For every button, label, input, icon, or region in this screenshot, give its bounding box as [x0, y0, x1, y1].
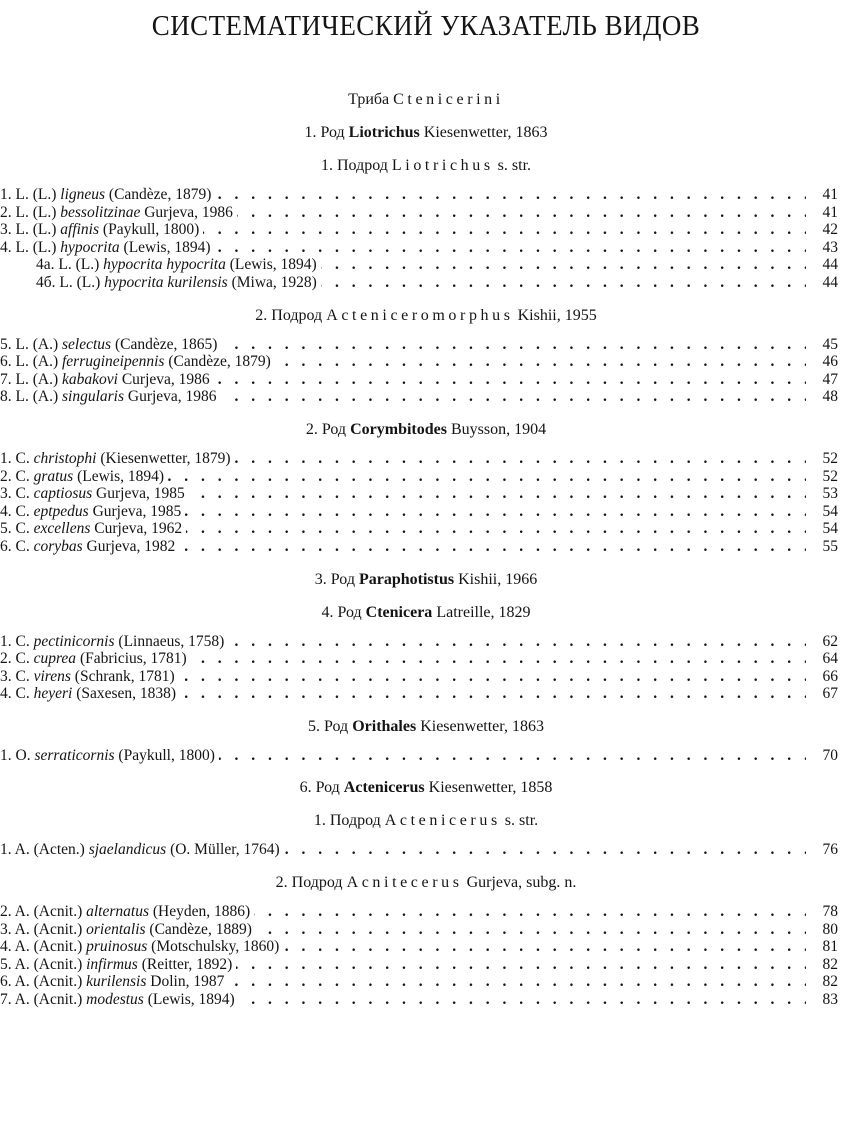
entry-fragment: (Lewis, 1894)	[119, 238, 211, 256]
index-entry	[0, 938, 852, 956]
heading-prefix: 1. Подрод	[313, 812, 385, 830]
entry-fragment: (Linnaeus, 1758)	[114, 632, 225, 650]
entry-fragment: L.	[15, 335, 33, 353]
species-name: ferrugineipennis	[62, 353, 165, 371]
heading-prefix: 1. Подрод	[320, 157, 392, 174]
entry-text	[0, 921, 806, 939]
index-entry	[0, 274, 852, 292]
page-number: 78	[822, 903, 838, 921]
entry-list	[0, 186, 852, 292]
page-number: 45	[822, 335, 838, 353]
species-name: christophi	[33, 449, 97, 467]
entry-text	[0, 485, 806, 503]
species-name: hypocrita	[60, 238, 120, 256]
entry-fragment: (Saxesen, 1838)	[72, 685, 177, 703]
entry-number: 2.	[0, 203, 16, 221]
entry-text	[0, 353, 806, 371]
entry-text	[0, 668, 806, 686]
entry-fragment: Curjeva, 1962	[90, 520, 183, 538]
entry-number: 3.	[0, 221, 16, 239]
species-name: orientalis	[86, 920, 146, 938]
entry-fragment: C.	[15, 632, 34, 650]
page-number: 67	[822, 685, 838, 703]
species-name: serraticornis	[34, 746, 115, 764]
entry-fragment: (Reitter, 1892)	[137, 955, 233, 973]
entry-fragment: (A.)	[32, 335, 62, 353]
entry-fragment: (L.)	[75, 256, 104, 274]
entry-fragment: C.	[15, 449, 34, 467]
entry-number: 2.	[0, 467, 16, 485]
page-number: 62	[822, 632, 838, 650]
entry-fragment: L.	[58, 256, 76, 274]
entry-list	[0, 841, 852, 859]
index-entry	[0, 956, 852, 974]
entry-fragment: Gurjeva, 1982	[82, 537, 176, 555]
heading-prefix: 3. Род	[314, 570, 359, 588]
index-entry	[0, 538, 852, 556]
entry-fragment: A.	[14, 841, 34, 859]
entry-fragment: L.	[59, 273, 77, 291]
entry-number: 4.	[0, 502, 16, 520]
index-entry	[0, 186, 852, 204]
entry-fragment: L.	[15, 238, 33, 256]
species-name: kabakovi	[62, 370, 118, 388]
entry-number: 2.	[0, 650, 16, 668]
entry-text	[0, 938, 806, 956]
heading-prefix: 5. Род	[308, 717, 353, 735]
index-entry	[0, 668, 852, 686]
entry-text	[0, 204, 806, 222]
entry-text	[0, 468, 806, 486]
entry-fragment: (L.)	[32, 203, 61, 221]
page-number: 44	[822, 273, 838, 291]
entry-number: 5.	[0, 955, 15, 973]
entry-number: 2.	[0, 903, 15, 921]
species-name: hypocrita kurilensis	[104, 273, 228, 291]
entry-text	[0, 450, 806, 468]
entry-fragment: L.	[15, 353, 33, 371]
page-title: СИСТЕМАТИЧЕСКИЙ УКАЗАТЕЛЬ ВИДОВ	[151, 10, 701, 42]
index-entry	[0, 650, 852, 668]
taxon-name: Orithales	[352, 717, 417, 735]
species-name: bessolitzinae	[60, 203, 141, 221]
species-name: heyeri	[33, 685, 73, 703]
entry-fragment: L.	[15, 388, 33, 406]
taxon-name: Actenicerus	[343, 779, 425, 797]
entry-number: 7.	[0, 370, 16, 388]
index-entry	[0, 485, 852, 503]
taxon-name: Ctenicera	[365, 603, 433, 621]
entry-fragment: Gurjeva, 1985	[88, 502, 182, 520]
entry-number: 6.	[0, 973, 15, 991]
heading-author: Kiesenwetter, 1863	[419, 124, 548, 141]
entry-fragment: (Acten.)	[33, 841, 89, 859]
species-name: virens	[33, 667, 71, 685]
entry-fragment: (O. Müller, 1764)	[166, 841, 280, 859]
page-number: 47	[822, 370, 838, 388]
entry-list	[0, 633, 852, 703]
species-name: cuprea	[33, 650, 77, 668]
page-number: 76	[822, 841, 838, 859]
entry-text	[0, 650, 806, 668]
heading-prefix: 2. Подрод	[275, 874, 347, 892]
page-number: 55	[822, 537, 838, 555]
entry-fragment: (Fabricius, 1781)	[76, 650, 187, 668]
index-entry	[0, 450, 852, 468]
species-name: infirmus	[86, 955, 138, 973]
entry-fragment: (L.)	[32, 238, 61, 256]
entry-fragment: A.	[14, 920, 34, 938]
index-entry	[0, 256, 852, 274]
heading-author: Kishii, 1955	[513, 306, 597, 324]
entry-fragment: C.	[15, 685, 34, 703]
page-number: 42	[822, 221, 838, 239]
page-number: 52	[822, 467, 838, 485]
index-entry	[0, 503, 852, 521]
entry-text	[0, 841, 806, 859]
entry-fragment: (Lewis, 1894)	[143, 991, 235, 1009]
index-entry	[0, 371, 852, 389]
entry-fragment: (Acnit.)	[33, 938, 87, 956]
page-number: 53	[822, 485, 838, 503]
entry-text	[0, 747, 806, 765]
entry-number: 1.	[0, 632, 16, 650]
entry-fragment: (A.)	[32, 353, 62, 371]
section-heading	[0, 156, 852, 175]
entry-fragment: (Acnit.)	[33, 903, 87, 921]
entry-fragment: (L.)	[32, 186, 61, 203]
heading-prefix: 2. Род	[305, 420, 351, 438]
species-name: selectus	[62, 335, 112, 353]
species-name: eptpedus	[33, 502, 89, 520]
entry-number: 3.	[0, 920, 15, 938]
entry-fragment: (Miwa, 1928)	[227, 273, 317, 291]
index-entry	[0, 633, 852, 651]
species-name: captiosus	[33, 485, 93, 503]
entry-number: 4.	[0, 938, 15, 956]
entry-fragment: C.	[15, 467, 34, 485]
entry-fragment: (Candèze, 1879)	[105, 186, 212, 203]
entry-text	[0, 956, 806, 974]
heading-author: Latreille, 1829	[432, 603, 531, 621]
page-number: 54	[822, 520, 838, 538]
section-heading	[0, 811, 852, 830]
heading-author: Kiesenwetter, 1858	[424, 779, 553, 797]
entry-fragment: A.	[14, 991, 34, 1009]
entry-fragment: (L.)	[32, 221, 61, 239]
heading-prefix: 2. Подрод	[255, 306, 327, 324]
entry-number: 4.	[0, 685, 16, 703]
entry-fragment: (Candèze, 1889)	[145, 920, 252, 938]
index-entry	[0, 204, 852, 222]
index-entry	[0, 221, 852, 239]
taxon-name: Ctenicerini	[393, 91, 504, 108]
entry-text	[0, 388, 806, 406]
entry-fragment: C.	[15, 502, 34, 520]
entry-number: 5.	[0, 335, 16, 353]
species-name: modestus	[86, 991, 144, 1009]
entry-fragment: L.	[15, 370, 33, 388]
entry-text	[0, 538, 806, 556]
page-number: 41	[822, 186, 838, 203]
entry-text	[0, 503, 806, 521]
entry-number: 8.	[0, 388, 16, 406]
taxon-name: Corymbitodes	[350, 420, 447, 438]
index-entry	[0, 388, 852, 406]
taxon-name: Acteniceromorphus	[326, 306, 514, 324]
entry-fragment: C.	[15, 485, 34, 503]
index-entry	[0, 973, 852, 991]
entry-fragment: (A.)	[32, 388, 62, 406]
entry-fragment: A.	[14, 955, 34, 973]
index-entry	[0, 520, 852, 538]
entry-list	[0, 903, 852, 1009]
section-heading	[0, 778, 852, 797]
entry-fragment: Dolin, 1987	[146, 973, 225, 991]
section-heading	[0, 603, 852, 622]
species-name: excellens	[33, 520, 91, 538]
section-heading	[0, 717, 852, 736]
page-number: 82	[822, 973, 838, 991]
section-heading	[0, 90, 852, 109]
entry-fragment: (Paykull, 1800)	[114, 746, 215, 764]
species-name: corybas	[33, 537, 83, 555]
page-number: 70	[822, 746, 838, 764]
entry-text	[0, 239, 806, 257]
taxon-name: Liotrichus	[348, 124, 420, 141]
heading-prefix: 4. Род	[321, 603, 366, 621]
page-number: 80	[822, 920, 838, 938]
entry-number: 4.	[0, 238, 16, 256]
entry-fragment: O.	[15, 746, 35, 764]
section-heading	[0, 306, 852, 325]
entry-list	[0, 747, 852, 765]
entry-text	[0, 221, 806, 239]
entry-number: 1.	[0, 449, 16, 467]
index-entry	[0, 747, 852, 765]
taxon-name: Liotrichus	[391, 157, 494, 174]
index-entry	[0, 685, 852, 703]
entry-text	[0, 336, 806, 354]
section-heading	[0, 420, 852, 439]
entry-number: 1.	[0, 186, 16, 203]
entry-fragment: (Candèze, 1879)	[164, 353, 271, 371]
page-number: 46	[822, 353, 838, 371]
section-heading	[0, 873, 852, 892]
entry-fragment: Curjeva, 1986	[117, 370, 210, 388]
entry-fragment: (Lewis, 1894)	[225, 256, 317, 274]
entry-fragment: (Motschulsky, 1860)	[147, 938, 280, 956]
index-entry	[0, 903, 852, 921]
entry-fragment: Gurjeva, 1986	[124, 388, 217, 406]
entry-fragment: (Acnit.)	[33, 973, 87, 991]
section-heading	[0, 123, 852, 142]
entry-text	[0, 685, 806, 703]
entry-text	[0, 991, 806, 1009]
entry-text	[0, 633, 806, 651]
entry-text	[0, 274, 806, 292]
entry-fragment: L.	[15, 203, 33, 221]
entry-fragment: C.	[15, 650, 34, 668]
heading-author: Kiesenwetter, 1863	[416, 717, 544, 735]
heading-prefix: Триба	[348, 91, 394, 108]
entry-text	[0, 520, 806, 538]
species-name: gratus	[33, 467, 74, 485]
index-entry	[0, 468, 852, 486]
entry-fragment: Gurjeva, 1985	[92, 485, 185, 503]
page-number: 41	[822, 203, 838, 221]
page-number: 44	[822, 256, 838, 274]
page-number: 82	[822, 955, 838, 973]
index-entry	[0, 336, 852, 354]
species-name: kurilensis	[86, 973, 147, 991]
entry-fragment: (L.)	[76, 273, 105, 291]
taxon-name: Paraphotistus	[358, 570, 455, 588]
page-number: 48	[822, 388, 838, 406]
entry-fragment: A.	[14, 973, 34, 991]
entry-number: 6.	[0, 353, 16, 371]
index-entry	[0, 921, 852, 939]
heading-prefix: 1. Род	[304, 124, 349, 141]
species-name: alternatus	[86, 903, 149, 921]
entry-text	[0, 256, 806, 274]
entry-text	[0, 903, 806, 921]
index-entry	[0, 991, 852, 1009]
entry-number: 6.	[0, 537, 16, 555]
taxon-name: Actenicerus	[384, 812, 501, 830]
entry-fragment: (Heyden, 1886)	[149, 903, 251, 921]
entry-fragment: A.	[14, 903, 34, 921]
entry-number: 4б.	[36, 273, 60, 291]
heading-author: Buysson, 1904	[446, 420, 547, 438]
heading-author: s. str.	[500, 812, 539, 830]
entry-number: 7.	[0, 991, 15, 1009]
heading-author: Gurjeva, subg. n.	[462, 874, 577, 892]
entry-fragment: L.	[15, 186, 33, 203]
page-number: 81	[822, 938, 838, 956]
entry-fragment: C.	[15, 537, 34, 555]
entry-fragment: Gurjeva, 1986	[140, 203, 233, 221]
entry-fragment: (Lewis, 1894)	[73, 467, 165, 485]
entry-number: 1.	[0, 841, 15, 859]
entry-fragment: (Acnit.)	[33, 920, 87, 938]
page-number: 64	[822, 650, 838, 668]
entry-number: 4а.	[36, 256, 59, 274]
entry-text	[0, 371, 806, 389]
species-name: ligneus	[60, 186, 106, 203]
entry-list	[0, 336, 852, 406]
page-number: 83	[822, 991, 838, 1009]
species-name: pectinicornis	[33, 632, 115, 650]
entry-fragment: (Schrank, 1781)	[70, 667, 175, 685]
species-name: pruinosus	[86, 938, 148, 956]
species-name: singularis	[62, 388, 125, 406]
index-entry	[0, 353, 852, 371]
entry-text	[0, 186, 806, 204]
entry-fragment: (Acnit.)	[33, 955, 87, 973]
species-name: sjaelandicus	[88, 841, 167, 859]
index-entry	[0, 841, 852, 859]
entry-fragment: L.	[15, 221, 33, 239]
entry-text	[0, 973, 806, 991]
entry-fragment: (Candèze, 1865)	[111, 335, 218, 353]
entry-number: 3.	[0, 667, 16, 685]
entry-number: 1.	[0, 746, 16, 764]
species-index	[0, 90, 852, 1009]
page-number: 54	[822, 502, 838, 520]
entry-list	[0, 450, 852, 556]
entry-number: 3.	[0, 485, 16, 503]
section-heading	[0, 570, 852, 589]
taxon-name: Acnitecerus	[346, 874, 463, 892]
species-name: hypocrita hypocrita	[103, 256, 226, 274]
page-number: 43	[822, 238, 838, 256]
entry-fragment: (A.)	[32, 370, 62, 388]
entry-fragment: C.	[15, 520, 34, 538]
entry-fragment: C.	[15, 667, 34, 685]
entry-fragment: (Paykull, 1800)	[99, 221, 200, 239]
entry-fragment: A.	[14, 938, 34, 956]
index-entry	[0, 239, 852, 257]
heading-author: s. str.	[493, 157, 532, 174]
entry-fragment: (Acnit.)	[33, 991, 87, 1009]
entry-number: 5.	[0, 520, 16, 538]
page-number: 66	[822, 667, 838, 685]
heading-author: Kishii, 1966	[454, 570, 538, 588]
page-number: 52	[822, 449, 838, 467]
species-name: affinis	[60, 221, 100, 239]
heading-prefix: 6. Род	[299, 779, 344, 797]
entry-fragment: (Kiesenwetter, 1879)	[96, 449, 231, 467]
